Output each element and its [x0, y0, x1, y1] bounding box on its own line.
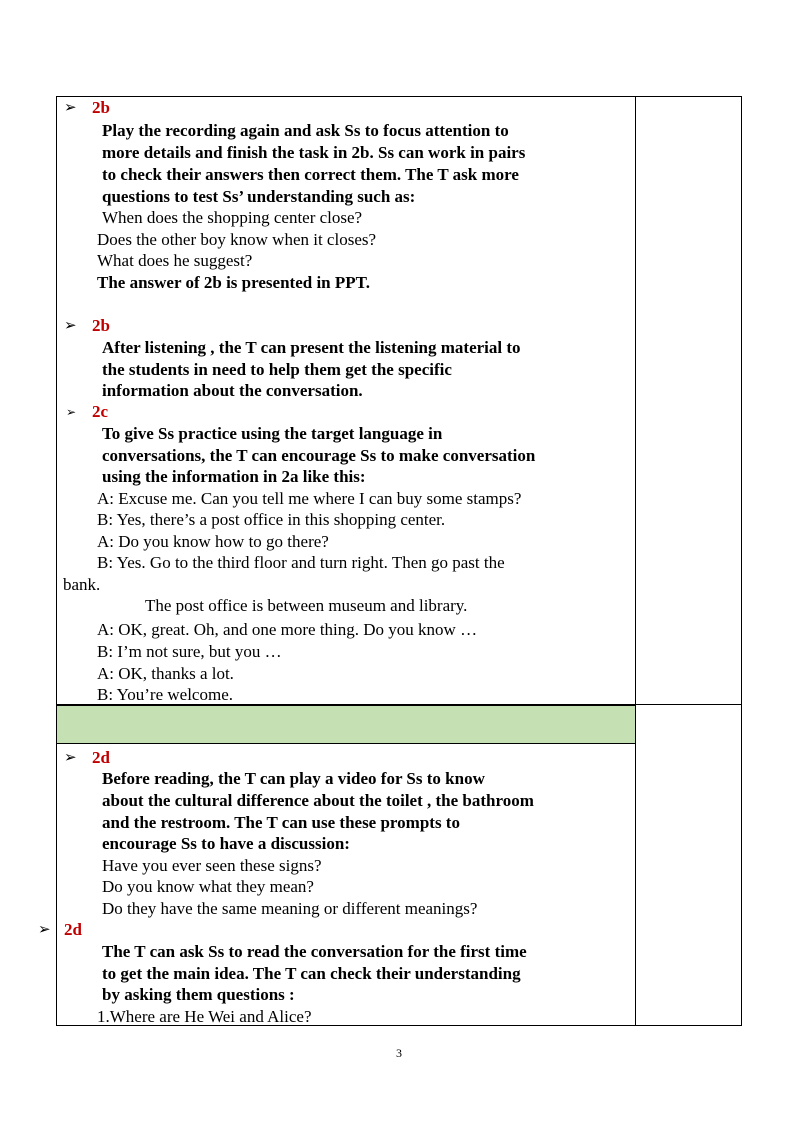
body-line: encourage Ss to have a discussion: — [102, 834, 350, 853]
section-heading: 2d — [64, 920, 82, 939]
body-line: Before reading, the T can play a video for Ss to know — [102, 769, 485, 788]
bullet-arrow-icon: ➢ — [64, 318, 77, 334]
body-line: After listening , the T can present the listening material to — [102, 338, 521, 357]
dialog-line: B: You’re welcome. — [97, 685, 233, 704]
dialog-line: A: OK, thanks a lot. — [97, 664, 234, 683]
dialog-line: A: OK, great. Oh, and one more thing. Do you know … — [97, 620, 478, 639]
body-line: by asking them questions : — [102, 985, 295, 1004]
dialog-line: B: I’m not sure, but you … — [97, 642, 282, 661]
body-line: more details and finish the task in 2b. Ss can work in pairs — [102, 143, 526, 162]
question-line: Have you ever seen these signs? — [102, 856, 322, 875]
bullet-arrow-icon: ➢ — [66, 405, 77, 419]
body-line: and the restroom. The T can use these prompts to — [102, 813, 460, 832]
bullet-arrow-icon: ➢ — [64, 100, 77, 116]
dialog-line: B: Yes. Go to the third floor and turn right. Then go past the — [97, 553, 505, 572]
body-line: The T can ask Ss to read the conversation for the first time — [102, 942, 527, 961]
dialog-line: B: Yes, there’s a post office in this shopping center. — [97, 510, 446, 529]
dialog-line: The post office is between museum and library. — [145, 596, 468, 615]
row-divider — [56, 704, 742, 705]
body-line: Play the recording again and ask Ss to focus attention to — [102, 121, 509, 140]
dialog-line: bank. — [63, 575, 101, 594]
body-line: conversations, the T can encourage Ss to make conversation — [102, 446, 536, 465]
question-line: 1.Where are He Wei and Alice? — [97, 1007, 312, 1026]
step-header-band — [57, 705, 635, 744]
page-number: 3 — [396, 1046, 402, 1060]
body-line: about the cultural difference about the toilet , the bathroom — [102, 791, 534, 810]
section-heading: 2b — [92, 316, 110, 335]
bullet-arrow-icon: ➢ — [38, 922, 51, 938]
body-line: to check their answers then correct them. The T ask more — [102, 165, 519, 184]
body-line: to get the main idea. The T can check their understanding — [102, 964, 521, 983]
dialog-line: A: Do you know how to go there? — [97, 532, 329, 551]
body-line: using the information in 2a like this: — [102, 467, 366, 486]
bullet-arrow-icon: ➢ — [64, 750, 77, 766]
question-line: Do they have the same meaning or different meanings? — [102, 899, 478, 918]
section-heading: 2b — [92, 98, 110, 117]
question-line: Do you know what they mean? — [102, 877, 314, 896]
body-line: questions to test Ss’ understanding such as: — [102, 187, 416, 206]
body-line: the students in need to help them get the specific — [102, 360, 452, 379]
question-line: When does the shopping center close? — [102, 208, 363, 227]
column-divider — [635, 96, 636, 1026]
body-line: information about the conversation. — [102, 381, 363, 400]
dialog-line: A: Excuse me. Can you tell me where I can buy some stamps? — [97, 489, 522, 508]
question-line: What does he suggest? — [97, 251, 253, 270]
section-heading: 2d — [92, 748, 110, 767]
section-heading: 2c — [92, 402, 109, 421]
body-line: To give Ss practice using the target language in — [102, 424, 443, 443]
answer-note: The answer of 2b is presented in PPT. — [97, 273, 370, 292]
question-line: Does the other boy know when it closes? — [97, 230, 377, 249]
